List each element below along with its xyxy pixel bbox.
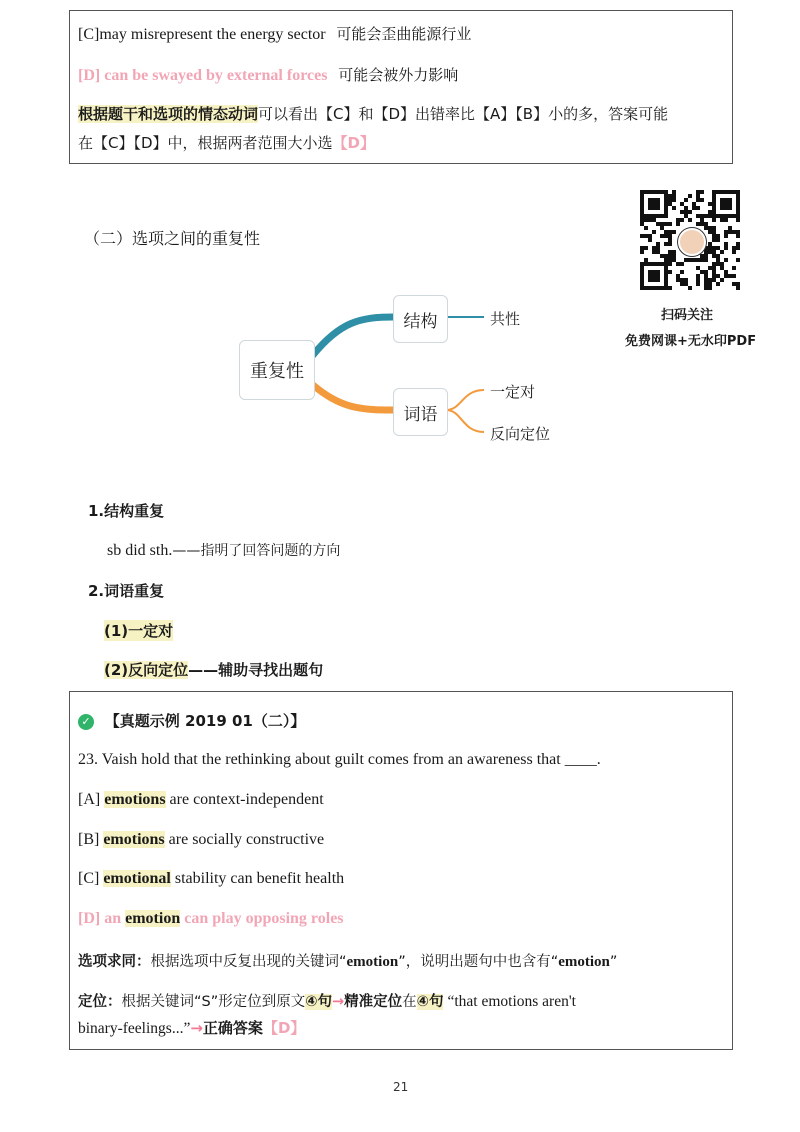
- qr-module: [656, 278, 660, 282]
- qr-module: [668, 222, 672, 226]
- note-heading-2: 2.词语重复: [88, 582, 165, 600]
- explanation-2-quote: “that emotions aren't: [447, 993, 576, 1010]
- analysis-line-2: [78, 132, 375, 153]
- qr-module: [656, 206, 660, 210]
- option-a-keyword: emotions: [104, 791, 166, 808]
- explanation-2-sentence-ref: ④句: [305, 994, 333, 1010]
- note-heading-1: 1.结构重复: [88, 502, 165, 520]
- explanation-2-label: 定位：: [78, 994, 122, 1010]
- mindmap-branch-words: 词语: [393, 388, 448, 436]
- qr-module: [672, 198, 676, 202]
- arrow-icon-2: →: [190, 1019, 203, 1037]
- qr-module: [716, 282, 720, 286]
- qr-module: [680, 262, 684, 266]
- qr-module: [736, 286, 740, 290]
- explanation-1-end: ”: [609, 954, 618, 970]
- qr-module: [696, 282, 700, 286]
- qr-module: [720, 278, 724, 282]
- option-d-en: [D] can be swayed by external forces: [78, 67, 328, 84]
- analysis-answer: 【D】: [332, 134, 375, 152]
- qr-module: [696, 206, 700, 210]
- mindmap-leaf-common: 共性: [490, 310, 521, 328]
- qr-module: [736, 218, 740, 222]
- qr-module: [736, 258, 740, 262]
- qr-module: [688, 194, 692, 198]
- qr-caption-2: 免费网课+无水印PDF: [625, 334, 757, 349]
- section-title: （二）选项之间的重复性: [84, 229, 261, 248]
- option-b: [78, 831, 324, 849]
- mindmap-root: 重复性: [239, 340, 315, 400]
- option-b-keyword: emotions: [103, 831, 165, 848]
- qr-module: [668, 262, 672, 266]
- option-c-label: [C]: [78, 870, 104, 887]
- option-d-keyword: emotion: [125, 910, 181, 927]
- qr-module: [668, 242, 672, 246]
- note-sub-2-a: (2)反向定位: [104, 661, 189, 679]
- qr-module: [668, 286, 672, 290]
- note-body-1: [107, 540, 340, 560]
- qr-code[interactable]: [640, 190, 740, 290]
- qr-module: [672, 230, 676, 234]
- qr-module: [684, 198, 688, 202]
- qr-module: [688, 286, 692, 290]
- option-c-keyword: emotional: [103, 870, 171, 887]
- mindmap-leaf-reverse: 反向定位: [490, 425, 551, 443]
- avatar: [678, 228, 706, 256]
- check-icon: ✓: [78, 714, 94, 730]
- explanation-1: [78, 950, 617, 971]
- example-box: [69, 691, 733, 1050]
- qr-module: [724, 258, 728, 262]
- branch-orange: [313, 385, 393, 410]
- qr-module: [720, 250, 724, 254]
- qr-module: [680, 270, 684, 274]
- question-text: 23. Vaish hold that the rethinking about guilt comes from an awareness that ____.: [78, 751, 601, 768]
- qr-module: [736, 246, 740, 250]
- qr-caption-1: 扫码关注: [661, 308, 714, 323]
- note-sub-2-b: ——辅助寻找出题句: [188, 661, 324, 679]
- qr-module: [672, 206, 676, 210]
- explanation-1-body: 根据选项中反复出现的关键词“: [150, 954, 347, 970]
- qr-module: [640, 250, 644, 254]
- option-d-label: [D] an: [78, 910, 126, 927]
- example-title-line: [78, 710, 305, 731]
- qr-module: [724, 218, 728, 222]
- explanation-2-precise: 精准定位: [344, 994, 403, 1010]
- explanation-2: [78, 990, 576, 1011]
- explanation-3-label: 正确答案: [202, 1019, 263, 1037]
- explanation-3: [78, 1017, 305, 1038]
- analysis-line-1: [78, 103, 668, 124]
- option-c: [78, 870, 344, 888]
- explanation-1-label: 选项求同：: [78, 954, 151, 970]
- qr-module: [668, 270, 672, 274]
- branch-teal: [313, 317, 393, 355]
- option-b-label: [B]: [78, 831, 104, 848]
- example-title: 【真题示例 2019 01（二）】: [104, 712, 306, 730]
- explanation-1-keyword: emotion: [346, 954, 399, 970]
- qr-module: [732, 266, 736, 270]
- qr-module: [704, 258, 708, 262]
- analysis-box-top: [69, 10, 733, 164]
- qr-module: [724, 246, 728, 250]
- option-d: [78, 910, 344, 928]
- page-number: 21: [393, 1080, 409, 1094]
- qr-module: [664, 214, 668, 218]
- note-body-1-en: sb did sth.: [107, 542, 173, 559]
- option-d-line: [78, 64, 458, 85]
- note-sub-2: [104, 659, 323, 680]
- qr-module: [652, 230, 656, 234]
- analysis-text-2: 在【C】【D】中，根据两者范围大小选: [78, 134, 333, 152]
- qr-module: [700, 198, 704, 202]
- arrow-icon: →: [332, 994, 345, 1010]
- qr-module: [688, 218, 692, 222]
- qr-module: [700, 190, 704, 194]
- option-c-text: stability can benefit health: [170, 870, 345, 887]
- explanation-2-in: 在: [402, 994, 417, 1010]
- note-body-1-cn: ——指明了回答问题的方向: [172, 543, 341, 559]
- analysis-emphasis: 根据题干和选项的情态动词: [78, 105, 259, 123]
- option-c-en: [C]may misrepresent the energy sector: [78, 26, 326, 43]
- option-a-text: are context-independent: [165, 791, 324, 808]
- explanation-3-answer: 【D】: [262, 1019, 306, 1037]
- leaf-brace-words: [446, 390, 484, 432]
- option-a-label: [A]: [78, 791, 105, 808]
- qr-module: [644, 226, 648, 230]
- qr-module: [716, 238, 720, 242]
- option-d-cn: 可能会被外力影响: [338, 66, 459, 84]
- option-c-cn: 可能会歪曲能源行业: [336, 25, 472, 43]
- explanation-1-mid: ”，说明出题句中也含有“: [398, 954, 559, 970]
- note-sub-1: (1)一定对: [104, 622, 174, 640]
- qr-module: [644, 246, 648, 250]
- qr-module: [648, 238, 652, 242]
- qr-module: [724, 234, 728, 238]
- qr-module: [708, 286, 712, 290]
- qr-module: [680, 218, 684, 222]
- option-b-text: are socially constructive: [164, 831, 325, 848]
- qr-module: [676, 222, 680, 226]
- explanation-1-keyword-2: emotion: [558, 954, 610, 970]
- mindmap-leaf-correct: 一定对: [490, 383, 536, 401]
- option-d-text: can play opposing roles: [180, 910, 344, 927]
- qr-module: [712, 218, 716, 222]
- qr-module: [732, 274, 736, 278]
- explanation-3-quote: binary-feelings...”: [78, 1020, 191, 1037]
- explanation-2-body: 根据关键词“S”形定位到原文: [121, 994, 306, 1010]
- analysis-text-1: 可以看出【C】和【D】出错率比【A】【B】小的多，答案可能: [258, 105, 669, 123]
- qr-module: [732, 250, 736, 254]
- mindmap-branch-structure: 结构: [393, 295, 448, 343]
- explanation-2-sentence-ref-2: ④句: [416, 994, 444, 1010]
- option-c-line: [78, 23, 471, 44]
- qr-module: [728, 206, 732, 210]
- option-a: [78, 791, 324, 809]
- qr-module: [736, 234, 740, 238]
- qr-module: [688, 210, 692, 214]
